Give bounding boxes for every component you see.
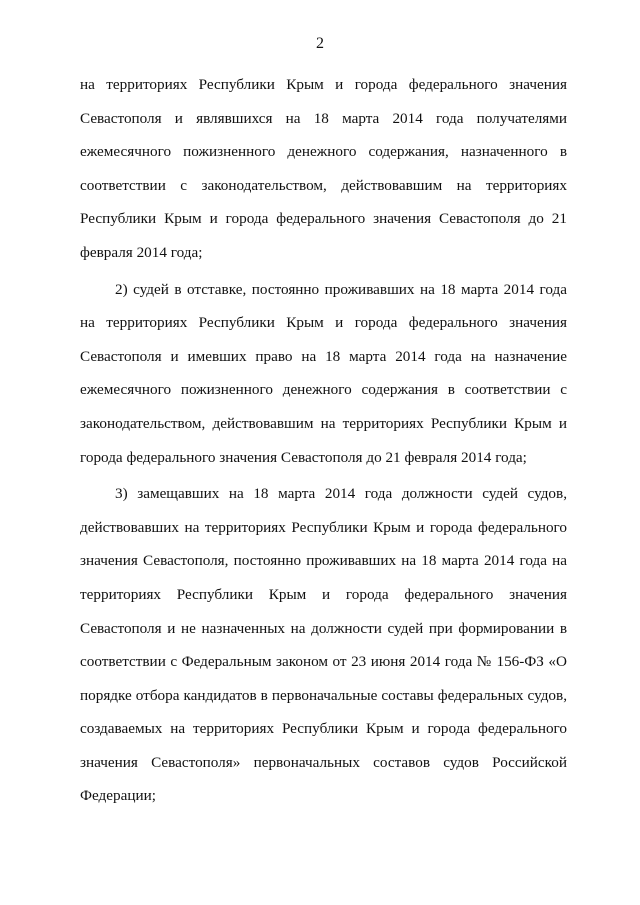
text-line: 2) судей в отставке, постоянно проживавших на 18 марта 2014 года [115, 280, 567, 298]
text-line: на территориях Республики Крым и города федерального значения [80, 76, 567, 93]
text-line: Республики Крым и города федерального значения Севастополя до 21 [80, 210, 567, 228]
text-line: ежемесячного пожизненного денежного содержания в соответствии с [80, 381, 567, 399]
text-line: Севастополя и не назначенных на должности судей при формировании в [80, 619, 567, 637]
text-line: законодательством, действовавшим на территориях Республики Крым и [80, 414, 567, 432]
text-line: соответствии с Федеральным законом от 23 июня 2014 года № 156-ФЗ «О [80, 653, 567, 671]
text-line: создаваемых на территориях Республики Крым и города федерального [80, 720, 567, 738]
text-line: значения Севастополя» первоначальных составов судов Российской [80, 753, 567, 771]
paragraph-continuation [80, 68, 567, 270]
page-number: 2 [316, 35, 324, 52]
paragraph-item-3 [80, 477, 567, 813]
text-line: значения Севастополя, постоянно проживавших на 18 марта 2014 года на [80, 552, 567, 570]
text-line: Севастополя и имевших право на 18 марта 2014 года на назначение [80, 347, 567, 365]
text-line: ежемесячного пожизненного денежного содержания, назначенного в [80, 143, 567, 161]
text-line: 3) замещавших на 18 марта 2014 года должности судей судов, [115, 485, 567, 503]
document-body [80, 68, 567, 813]
text-line: порядке отбора кандидатов в первоначальные составы федеральных судов, [80, 686, 567, 704]
text-line: на территориях Республики Крым и города федерального значения [80, 314, 567, 332]
text-line: территориях Республики Крым и города федерального значения [80, 585, 567, 603]
text-line: города федерального значения Севастополя до 21 февраля 2014 года; [80, 448, 527, 466]
text-line: Федерации; [80, 787, 156, 805]
text-line: соответствии с законодательством, действовавшим на территориях [80, 176, 567, 194]
text-line: Севастополя и являвшихся на 18 марта 2014 года получателями [80, 109, 567, 127]
text-line: действовавших на территориях Республики Крым и города федерального [80, 518, 567, 536]
paragraph-item-2 [80, 273, 567, 475]
text-line: февраля 2014 года; [80, 243, 203, 261]
